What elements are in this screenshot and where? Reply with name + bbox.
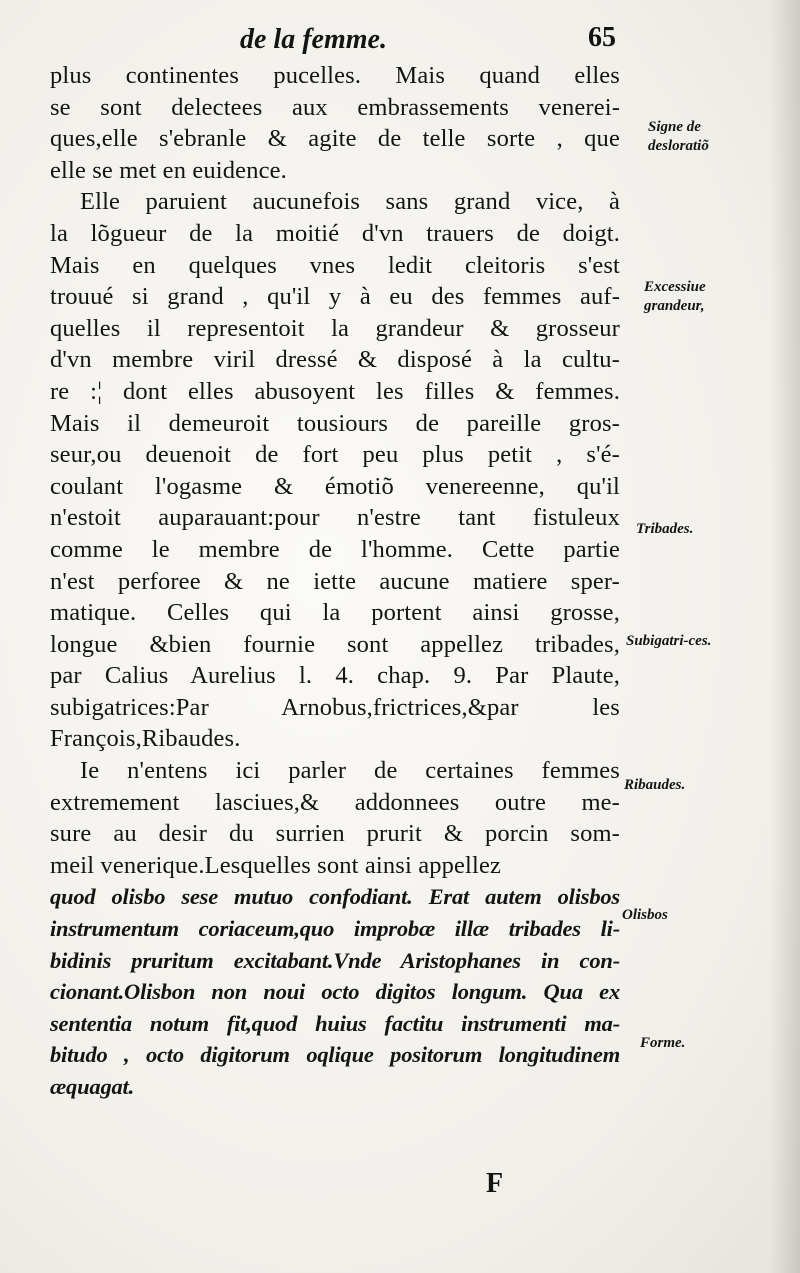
text-line: meil venerique.Lesquelles sont ainsi appellez <box>50 851 502 879</box>
margin-note-excessiue-grandeur: Excessiue grandeur, <box>644 279 706 314</box>
text-line: extremement lasciues,& addonnees outre me- <box>50 788 620 816</box>
margin-note-ribaudes: Ribaudes. <box>624 777 686 793</box>
text-line: trouué si grand , qu'il y à eu des femmes auf- <box>50 283 620 311</box>
text-line: sententia notum fit,quod huius factitu instrumenti ma- <box>50 1010 620 1036</box>
text-line: quod olisbo sese mutuo confodiant. Erat autem olisbos <box>50 884 620 910</box>
text-line: n'estoit auparauant:pour n'estre tant fistuleux <box>50 504 620 532</box>
margin-note-subigatrices: Subigatri-ces. <box>626 633 712 649</box>
text-line: comme le membre de l'homme. Cette partie <box>50 535 620 563</box>
margin-note-olisbos: Olisbos <box>622 907 668 923</box>
body-text <box>50 60 620 1103</box>
text-line: Mais en quelques vnes ledit cleitoris s'est <box>50 251 620 279</box>
text-line: d'vn membre viril dressé & disposé à la cultu- <box>50 346 620 374</box>
text-line: la lõgueur de la moitié d'vn trauers de doigt. <box>50 219 620 247</box>
text-line: se sont delectees aux embrassements venerei- <box>50 93 620 121</box>
text-line: æquagat. <box>50 1074 135 1099</box>
running-title: de la femme. <box>240 24 387 55</box>
text-line: plus continentes pucelles. Mais quand elles <box>50 62 620 89</box>
page-number: 65 <box>588 22 616 53</box>
text-line: elle se met en euidence. <box>50 156 287 184</box>
text-line: Elle paruient aucunefois sans grand vice, à <box>80 188 620 216</box>
text-line: seur,ou deuenoit de fort peu plus petit , s'é- <box>50 441 620 469</box>
text-line: Ie n'entens ici parler de certaines femmes <box>80 757 620 785</box>
signature-mark: F <box>486 1168 504 1199</box>
margin-note-tribades: Tribades. <box>636 521 694 537</box>
text-line: instrumentum coriaceum,quo improbæ illæ tribades li- <box>50 916 620 942</box>
text-line: re :¦ dont elles abusoyent les filles & femmes. <box>50 377 620 405</box>
text-line: n'est perforee & ne iette aucune matiere sper- <box>50 567 620 595</box>
text-line: matique. Celles qui la portent ainsi grosse, <box>50 599 620 627</box>
page-edge-shadow <box>770 0 800 1273</box>
text-line: Mais il demeuroit tousiours de pareille gros- <box>50 409 620 437</box>
text-line: subigatrices:Par Arnobus,frictrices,&par les <box>50 693 620 721</box>
text-line: bidinis pruritum excitabant.Vnde Aristophanes in con- <box>50 947 620 973</box>
text-line: ques,elle s'ebranle & agite de telle sorte , que <box>50 125 620 153</box>
text-line: quelles il representoit la grandeur & grosseur <box>50 314 620 342</box>
text-line: cionant.Olisbon non noui octo digitos longum. Qua ex <box>50 979 620 1005</box>
margin-note-forme: Forme. <box>640 1035 686 1051</box>
text-line: bitudo , octo digitorum oqlique positorum longitudinem <box>50 1042 620 1068</box>
text-line: coulant l'ogasme & émotiõ venereenne, qu'il <box>50 472 620 500</box>
text-line: sure au desir du surrien prurit & porcin som- <box>50 820 620 848</box>
text-line: François,Ribaudes. <box>50 725 241 753</box>
text-line: longue &bien fournie sont appellez tribades, <box>50 630 620 658</box>
margin-note-signe-de-desloration: Signe de desloratiõ <box>648 119 709 154</box>
text-line: par Calius Aurelius l. 4. chap. 9. Par Plaute, <box>50 662 620 690</box>
